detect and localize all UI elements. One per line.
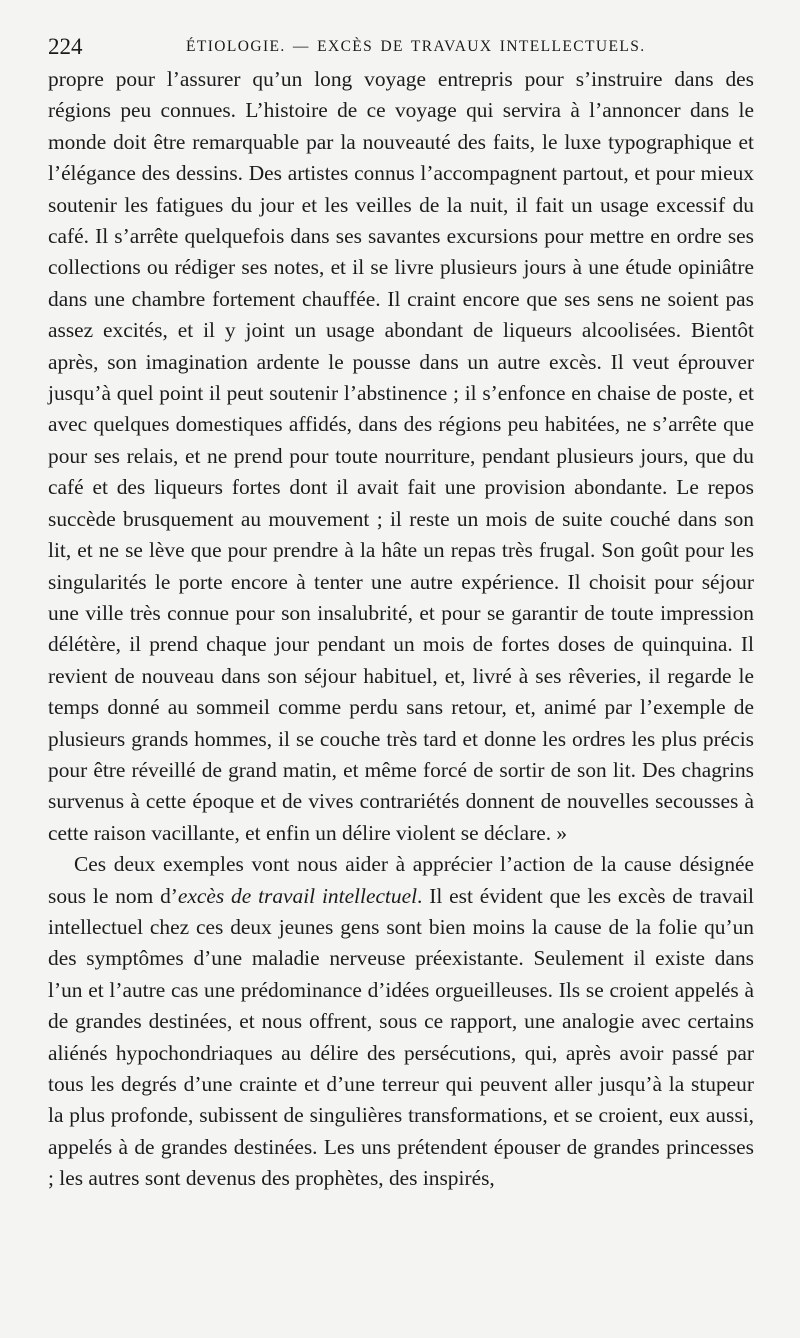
paragraph-analysis xyxy=(48,849,754,1194)
paragraph-continued: propre pour l’assurer qu’un long voyage entrepris pour s’instruire dans des régions peu connues. L’histoire de ce voyage qui servira à l’annoncer dans le monde doit être remarquable par la nouveauté des faits, le luxe typographique et l’élégance des dessins. Des artistes connus l’accompagnent partout, et pour mieux soutenir les fatigues du jour et les veilles de la nuit, il fait un usage excessif du café. Il s’arrête quelquefois dans ses savantes excursions pour mettre en ordre ses collections ou rédiger ses notes, et il se livre plusieurs jours à une étude opiniâtre dans une chambre fortement chauffée. Il craint encore que ses sens ne soient pas assez excités, et il y joint un usage abondant de liqueurs alcoolisées. Bientôt après, son imagination ardente le pousse dans un autre excès. Il veut éprouver jusqu’à quel point il peut soutenir l’abstinence ; il s’enfonce en chaise de poste, et avec quelques domestiques affidés, dans des régions peu habitées, ne s’arrête que pour ses relais, et ne prend pour toute nourriture, pendant plusieurs jours, que du café et des liqueurs fortes dont il avait fait une provision abondante. Le repos succède brusquement au mouvement ; il reste un mois de suite couché dans son lit, et ne se lève que pour prendre à la hâte un repas très frugal. Son goût pour les singularités le porte encore à tenter une autre expérience. Il choisit pour séjour une ville très connue pour son insalubrité, et pour se garantir de toute impression délétère, il prend chaque jour pendant un mois de fortes doses de quinquina. Il revient de nouveau dans son séjour habituel, et, livré à ses rêveries, il regarde le temps donné au sommeil comme perdu sans retour, et, animé par l’exemple de plusieurs grands hommes, il se couche très tard et donne les ordres les plus précis pour être réveillé de grand matin, et même forcé de sortir de son lit. Des chagrins survenus à cette époque et de vives contrariétés donnent de nouvelles secousses à cette raison vacillante, et enfin un délire violent se déclare. » xyxy=(48,67,754,845)
running-head xyxy=(48,30,754,64)
body-text xyxy=(48,64,754,1195)
paragraph-text-after: . Il est évident que les excès de travail intellectuel chez ces deux jeunes gens sont bien moins la cause de la folie qu’un des symptômes d’une maladie nerveuse préexistante. Seulement il existe dans l’un et l’autre cas une prédominance d’idées orgueilleuses. Ils se croient appelés à de grandes destinées, et nous offrent, sous ce rapport, une analogie avec certains aliénés hypochondriaques au délire des persécutions, qui, après avoir passé par tous les degrés d’une crainte et d’une terreur qui peuvent aller jusqu’à la stupeur la plus profonde, subissent de singulières transformations, et se croient, eux aussi, appelés à de grandes destinées. Les uns prétendent épouser de grandes princesses ; les autres sont devenus des prophètes, des inspirés, xyxy=(48,883,754,1191)
running-title: ÉTIOLOGIE. — EXCÈS DE TRAVAUX INTELLECTUELS. xyxy=(186,38,646,55)
italic-term: excès de travail intellectuel xyxy=(177,883,418,908)
paragraph-text-before: Ces deux exemples vont nous aider à apprécier l’action de la cause désignée sous le nom d’ xyxy=(48,852,754,908)
page-number: 224 xyxy=(48,34,83,59)
